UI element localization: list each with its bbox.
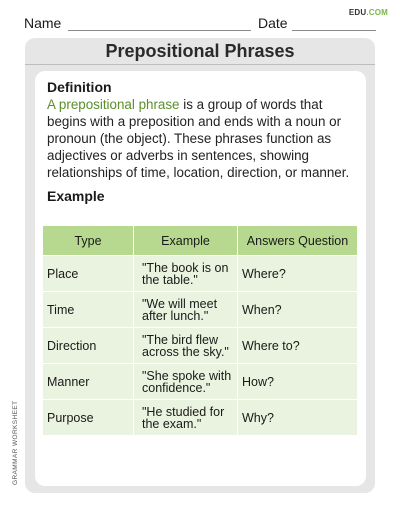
example-heading: Example	[47, 188, 105, 204]
row-example: "She spoke with confidence."	[134, 363, 238, 399]
brand-suffix: .COM	[366, 8, 388, 17]
row-question: When?	[238, 291, 357, 327]
row-example: "He studied for the exam."	[134, 399, 238, 435]
row-example: "The bird flew across the sky."	[134, 327, 238, 363]
definition-text	[47, 96, 365, 181]
example-table	[43, 226, 357, 435]
column-header-type: Type	[43, 226, 134, 255]
side-label: GRAMMAR WORKSHEET	[12, 400, 19, 485]
row-question: Where?	[238, 255, 357, 291]
row-question: Where to?	[238, 327, 357, 363]
table-row	[43, 291, 357, 327]
row-example: "The book is on the table."	[134, 255, 238, 291]
brand-main: EDU	[348, 8, 367, 17]
worksheet-header	[0, 0, 400, 36]
column-header-example: Example	[134, 226, 238, 255]
row-example: "We will meet after lunch."	[134, 291, 238, 327]
brand-logo	[349, 8, 388, 17]
definition-term: A prepositional phrase	[47, 97, 180, 112]
definition-body: is a group of words that begins with a preposition and ends with a noun or pronoun (the object). These phrases function as adjectives or adverbs in sentences, showing relationships of time, location, direction, or manner.	[47, 97, 350, 180]
row-question: How?	[238, 363, 357, 399]
row-type: Time	[43, 291, 134, 327]
row-question: Why?	[238, 399, 357, 435]
name-line[interactable]	[68, 30, 251, 31]
column-header-question: Answers Question	[238, 226, 357, 255]
table-row	[43, 399, 357, 435]
worksheet-panel	[25, 38, 375, 493]
table-header-row	[43, 226, 357, 255]
date-label: Date	[258, 15, 288, 31]
table-row	[43, 255, 357, 291]
row-type: Manner	[43, 363, 134, 399]
row-type: Place	[43, 255, 134, 291]
table-row	[43, 327, 357, 363]
row-type: Direction	[43, 327, 134, 363]
name-label: Name	[24, 15, 62, 31]
definition-heading: Definition	[47, 79, 112, 95]
date-line[interactable]	[292, 30, 376, 31]
content-card	[35, 71, 366, 486]
table-row	[43, 363, 357, 399]
row-type: Purpose	[43, 399, 134, 435]
worksheet-title: Prepositional Phrases	[25, 38, 375, 65]
